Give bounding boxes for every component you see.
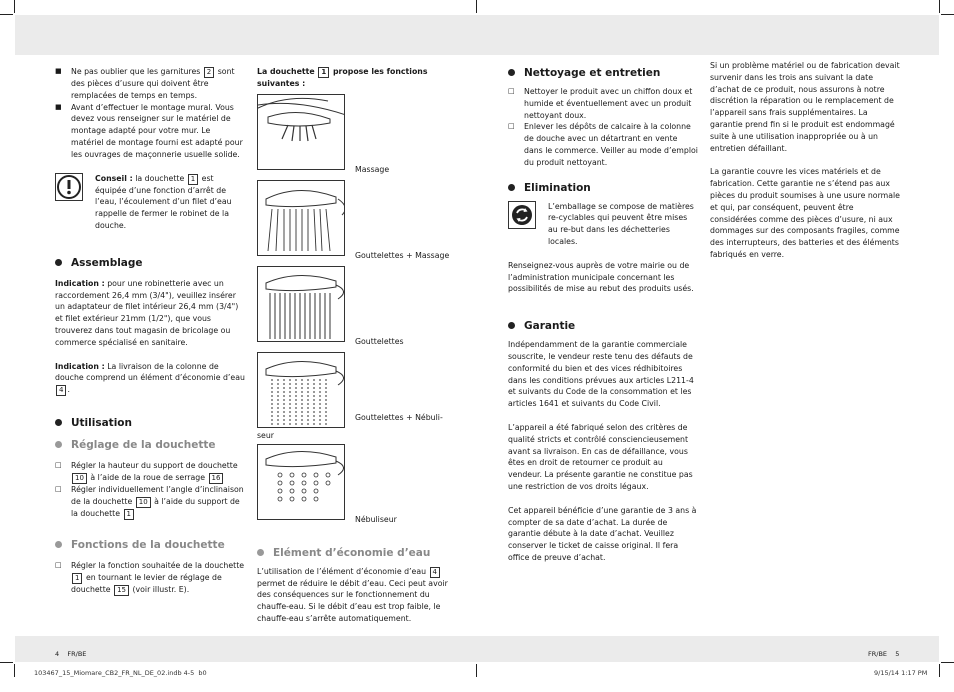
figure-gouttelettes (257, 266, 457, 348)
list-item: ■ Avant d’effectuer le montage mural. Vous devez vous renseigner sur le matériel de montage adapté pour votre mur. Le matériel de montage fourni est adapté pour les ouvrages de maçonnerie usuelle solide. (55, 102, 243, 159)
imprint-datetime: 9/15/14 1:17 PM (874, 669, 928, 677)
functions-intro: La douchette 1 propose les fonctions suivantes : (257, 67, 428, 88)
subheading-reglage: Réglage de la douchette (55, 438, 245, 452)
footer-band (15, 636, 939, 662)
bullet-square-icon: ■ (55, 102, 62, 111)
function-caption: Gouttelettes + Massage (355, 251, 450, 260)
garantie-paragraph: La garantie couvre les vices matériels et de fabrication. Cette garantie ne s’étend pas aux pièces du produit soumises à une usure normale et qui, par conséquent, peuvent être considérées comme des pièces d’usure, ni aux dommages sur des composants fragiles, comme des interrupteurs, des batteries et des éléments fabriqués en verre. (710, 167, 900, 259)
shower-head-drops-mist-illustration (257, 352, 345, 428)
checkbox-icon: □ (55, 461, 62, 470)
list-item: □ Enlever les dépôts de calcaire à la colonne de douche avec un détartrant en vente dans le commerce. Veiller au mode d’emploi du produit nettoyant. (508, 122, 698, 167)
garantie-paragraph: Indépendamment de la garantie commerciale souscrite, le vendeur reste tenu des défauts de conformité du bien et des vices rédhibitoires dans les conditions prévues aux articles L211-4 et suivants du Code de la consommation et les articles 1641 et suivants du Code Civil. (508, 340, 694, 409)
subheading-fonctions: Fonctions de la douchette (55, 538, 245, 552)
checkbox-icon: □ (508, 87, 515, 95)
function-caption: Nébuliseur (355, 514, 397, 524)
function-caption-wrap: seur (257, 430, 275, 440)
list-item: □ Régler la fonction souhaitée de la douchette 1 en tournant le levier de réglage de douchette 15 (voir illustr. E). (55, 560, 245, 594)
function-caption: Massage (355, 165, 390, 174)
figure-gouttelettes-massage (257, 180, 457, 262)
shower-head-drops-massage-illustration (257, 180, 345, 256)
section-heading-nettoyage: Nettoyage et entretien (508, 66, 698, 80)
shower-head-mist-illustration (257, 444, 345, 520)
conseil-note: Conseil : la douchette 1 est équipée d’une fonction d’arrêt de l’eau, l’écoulement d’un filet d’eau rappelle de fermer le robinet de la douche. (55, 173, 245, 232)
subheading-economie: Elément d’économie d’eau (257, 546, 457, 560)
shower-head-massage-illustration (257, 94, 345, 170)
elimination-text: Renseignez-vous auprès de votre mairie ou de l’administration municipale concernant les possibilités de mise au rebut des produits usés. (508, 260, 694, 294)
economie-text: L’utilisation de l’élément d’économie d’eau 4 permet de réduire le débit d’eau. Ceci peut avoir des conséquences sur le fonctionnement du chauffe-eau. Si le débit d’eau est trop faible, le chauffe-eau s’arrête automatiquement. (257, 566, 448, 623)
indication-2: Indication : La livraison de la colonne de douche comprend un élément d’économie d’eau 4 . (55, 361, 245, 395)
figure-gouttelettes-nebuliseur (257, 352, 457, 430)
list-item: ■ Ne pas oublier que les garnitures 2 sont des pièces d’usure qui doivent être remplacées de temps en temps. (55, 67, 235, 100)
figure-nebuliseur (257, 444, 457, 526)
list-item: □ Nettoyer le produit avec un chiffon doux et humide et éventuellement avec un produit nettoyant doux. (508, 87, 693, 120)
section-heading-utilisation: Utilisation (55, 416, 245, 430)
garantie-paragraph: Cet appareil bénéficie d’une garantie de 3 ans à compter de sa date d’achat. La durée de garantie débute à la date d’achat. Veuillez conserver le ticket de caisse original. Il fera office de preuve d’achat. (508, 505, 697, 562)
far-right-column (710, 60, 900, 261)
bullet-square-icon: ■ (55, 67, 62, 75)
shower-head-drops-illustration (257, 266, 345, 342)
recycle-icon (508, 201, 536, 229)
section-heading-garantie: Garantie (508, 319, 698, 333)
garantie-paragraph: Si un problème matériel ou de fabrication devait survenir dans les trois ans suivant la date d’achat de ce produit, nous assurons à notre discrétion la réparation ou le remplacement de l’appareil sans frais supplémentaires. La garantie prend fin si le produit est endommagé suite à une utilisation inappropriée ou à un entretien défaillant. (710, 61, 900, 153)
recycle-note: L’emballage se compose de matières re-cyclables qui peuvent être mises au re-but dans les déchetteries locales. (508, 201, 698, 248)
list-item: □ Régler la hauteur du support de douchette 10 à l’aide de la roue de serrage 16 (55, 461, 238, 482)
function-caption: Gouttelettes (355, 337, 404, 346)
page-number-left: 4 FR/BE (55, 650, 87, 658)
checkbox-icon: □ (55, 484, 62, 493)
section-heading-assemblage: Assemblage (55, 256, 245, 270)
garantie-paragraph: L’appareil a été fabriqué selon des critères de qualité stricts et contrôlé consciencieusement avant sa livraison. En cas de défaillance, vous êtes en droit de retourner ce produit au vendeur. La présente garantie ne constitue pas une restriction de vos droits légaux. (508, 422, 693, 491)
checkbox-icon: □ (508, 122, 515, 131)
middle-column (257, 66, 457, 625)
page-number-right: FR/BE 5 (868, 650, 900, 658)
section-heading-elimination: Elimination (508, 181, 698, 195)
indication-1: Indication : pour une robinetterie avec un raccordement 26,4 mm (3/4"), veuillez insérer un adaptateur de filet intérieur 26,4 mm (3/4") et filet extérieur 21mm (1/2"), que vous trouverez dans tout magasin de bricolage ou commerce spécialisé en sanitaire. (55, 278, 239, 347)
figure-massage (257, 94, 457, 176)
left-column (55, 66, 245, 596)
imprint-file: 103467_15_Miomare_CB2_FR_NL_DE_02.indb 4-5 b0 (34, 669, 207, 677)
checkbox-icon: □ (55, 560, 62, 569)
header-band (15, 15, 939, 55)
warning-icon (55, 173, 83, 201)
right-column (508, 66, 698, 564)
function-caption: Gouttelettes + Nébuli- (355, 413, 443, 422)
list-item: □ Régler individuellement l’angle d’inclinaison de la douchette 10 à l’aide du support de la douchette 1 (55, 484, 244, 518)
